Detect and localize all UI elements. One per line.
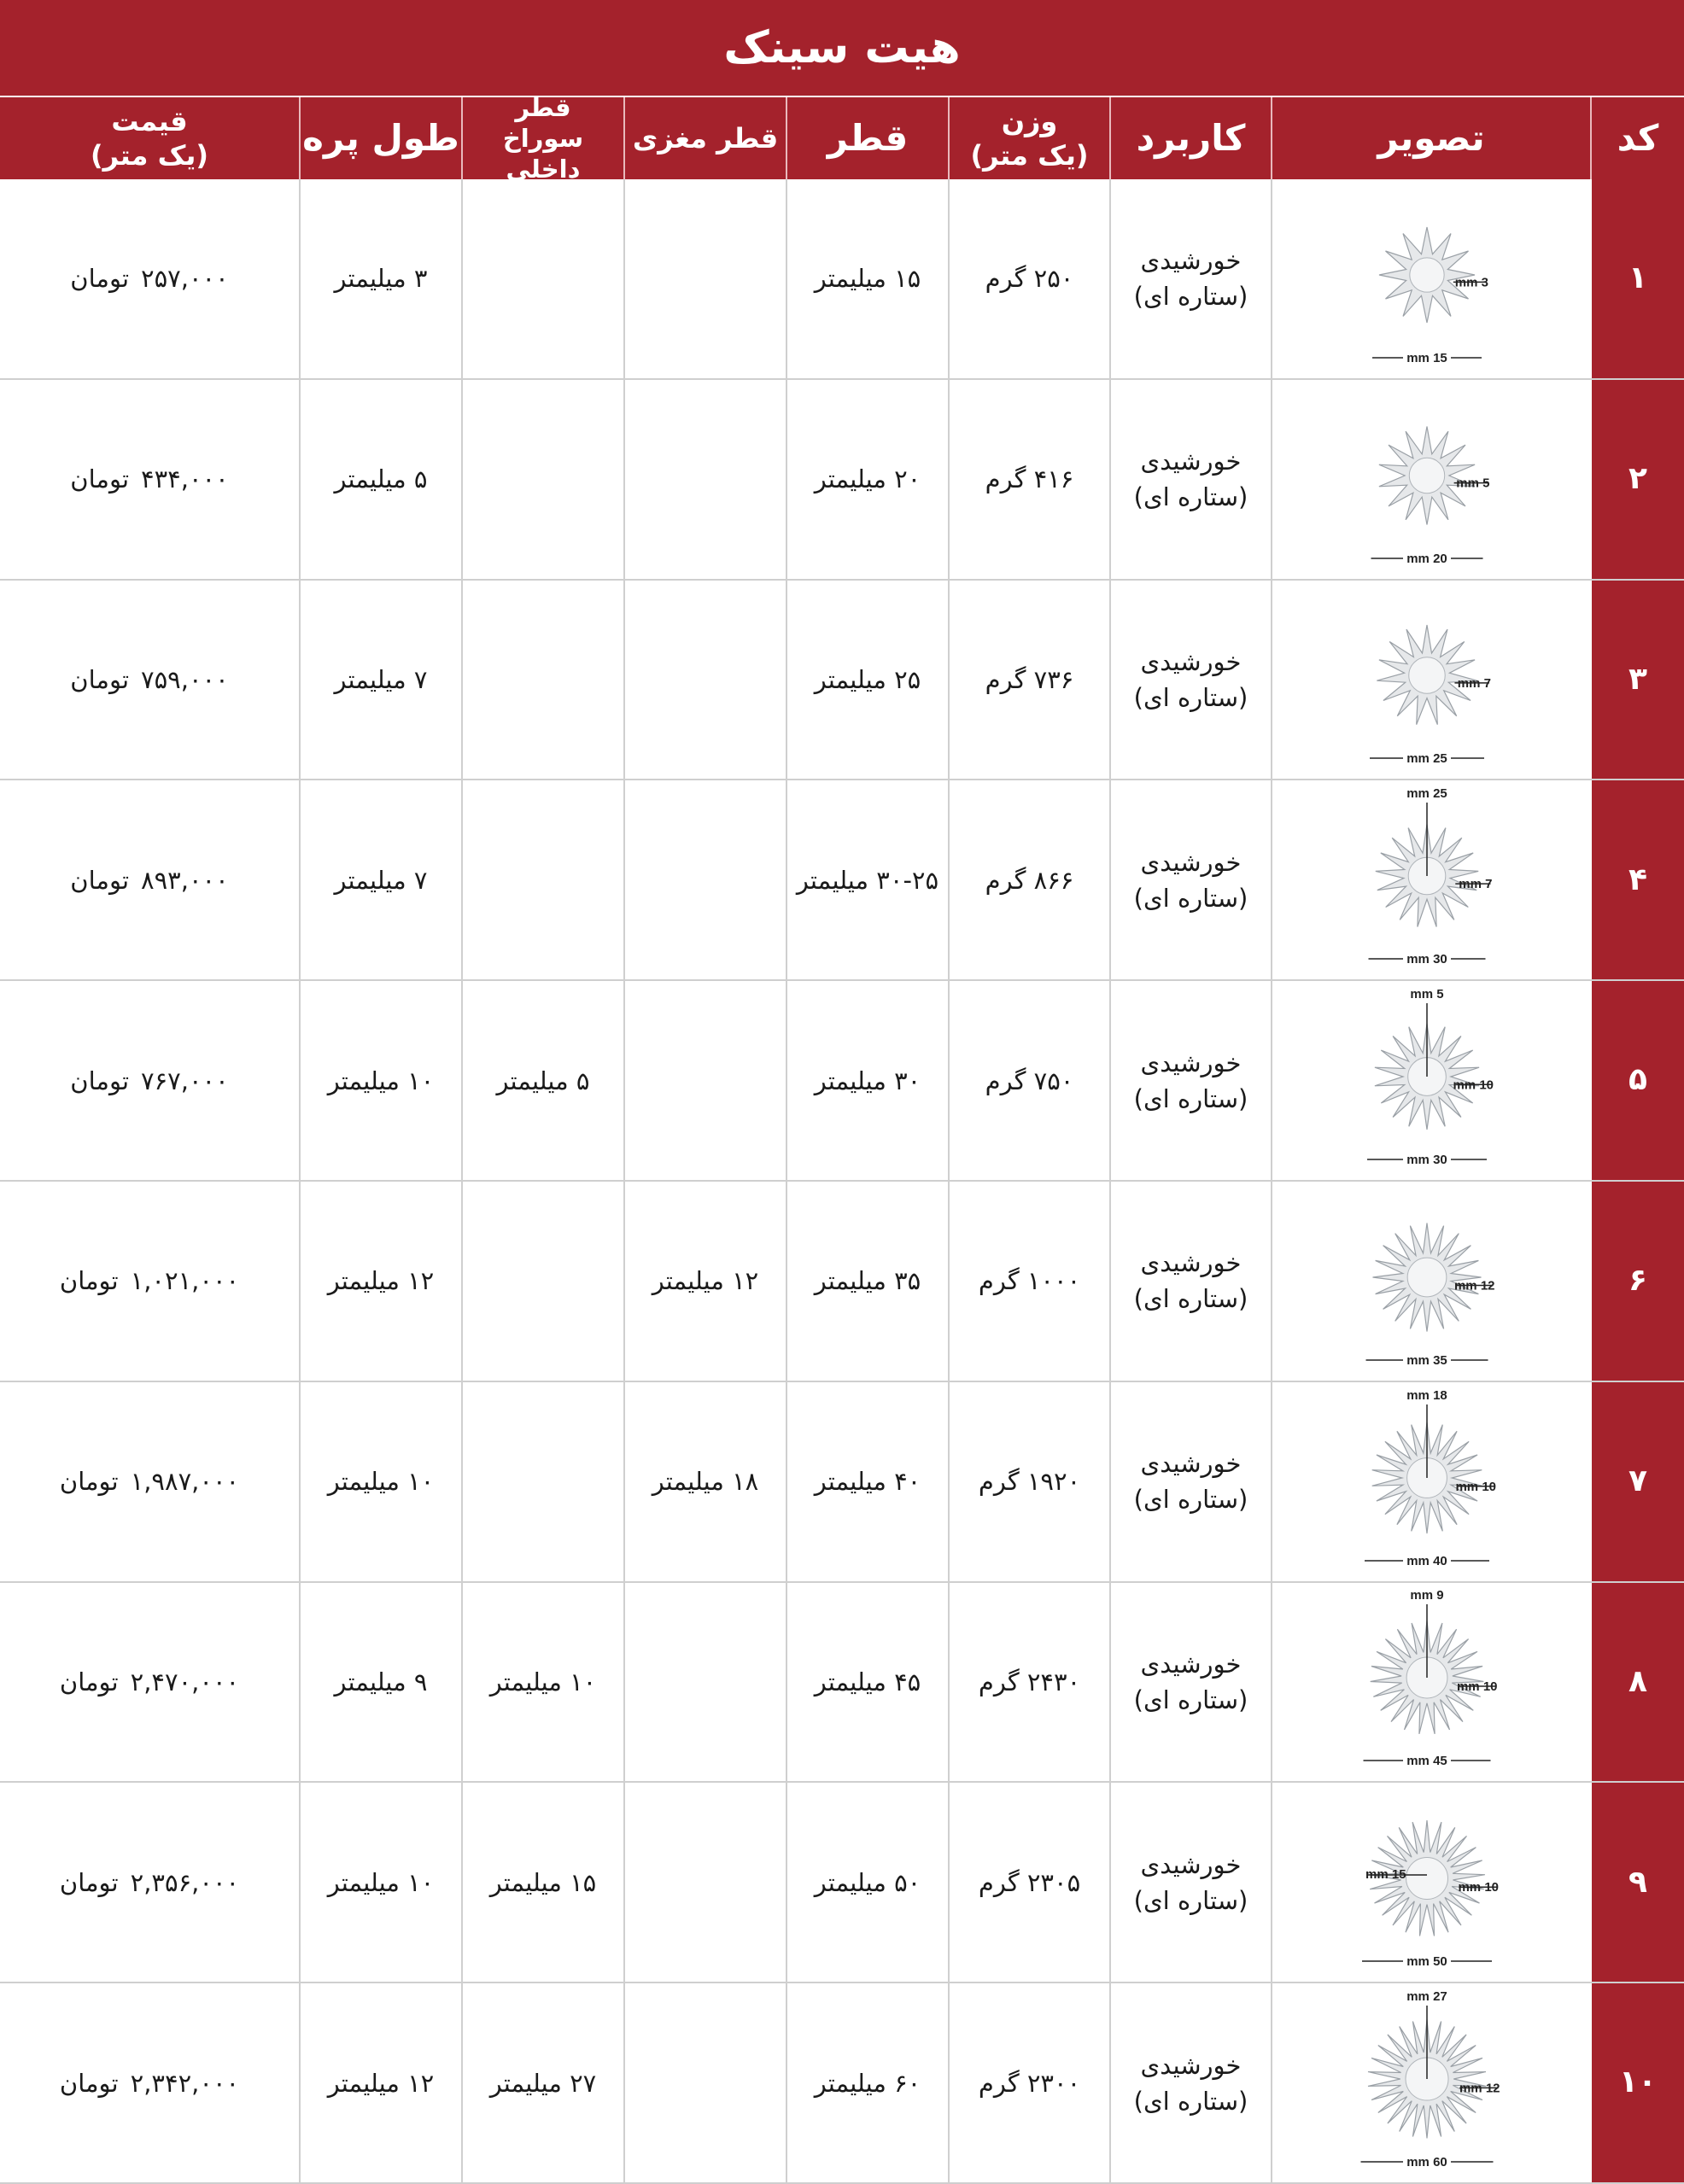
- row-use-type: خورشیدی: [1140, 246, 1242, 276]
- heatsink-core: [1410, 258, 1444, 292]
- width-dim-label: 15 mm: [1406, 350, 1447, 365]
- row-diameter: ۵۰ میلیمتر: [786, 1783, 948, 1982]
- row-weight: ۲۵۰ گرم: [948, 179, 1109, 378]
- header-use: کاربرد: [1109, 97, 1271, 179]
- row-diameter: ۳۰-۲۵ میلیمتر: [786, 780, 948, 979]
- width-dim-label: 45 mm: [1406, 1754, 1447, 1769]
- top-dim-label: 25 mm: [1406, 786, 1447, 802]
- heatsink-star-icon: [1303, 1987, 1559, 2179]
- top-dim-label: 9 mm: [1410, 1588, 1444, 1603]
- heatsink-profile-image: [1271, 179, 1590, 378]
- fin-dim-label: 10 mm: [1458, 1880, 1499, 1895]
- table-row: [0, 1583, 1684, 1784]
- row-hole: ۵ میلیمتر: [461, 981, 623, 1180]
- row-core: [623, 1983, 786, 2182]
- header-price-line2: (یک متر): [91, 139, 208, 172]
- row-price: [0, 380, 299, 579]
- row-use-shape: (ستاره ای): [1133, 1083, 1248, 1113]
- row-price-currency: تومان: [70, 464, 130, 494]
- row-core: [623, 1583, 786, 1782]
- row-price: [0, 1382, 299, 1581]
- row-fin-length: ۱۰ میلیمتر: [299, 1783, 461, 1982]
- row-use-type: خورشیدی: [1140, 1649, 1242, 1679]
- row-use-type: خورشیدی: [1140, 1449, 1242, 1479]
- heatsink-profile-image: [1271, 581, 1590, 780]
- fin-dim-label: 10 mm: [1455, 1479, 1496, 1494]
- row-weight: ۱۰۰۰ گرم: [948, 1182, 1109, 1381]
- heatsink-star-icon: [1303, 1585, 1559, 1778]
- page-title: هیت سینک: [0, 0, 1684, 96]
- header-core: قطر مغزی: [623, 97, 786, 179]
- row-core: [623, 1783, 786, 1982]
- row-diameter: ۳۰ میلیمتر: [786, 981, 948, 1180]
- row-use: [1109, 981, 1271, 1180]
- row-price-currency: تومان: [59, 1867, 119, 1897]
- row-price-value: ۸۹۳,۰۰۰: [141, 865, 229, 895]
- row-use-shape: (ستاره ای): [1133, 482, 1248, 512]
- row-core: [623, 380, 786, 579]
- row-price-value: ۷۵۹,۰۰۰: [141, 664, 229, 694]
- top-dim-label: 27 mm: [1406, 1989, 1447, 2005]
- heatsink-star-icon: [1303, 1185, 1559, 1377]
- table-row: [0, 1182, 1684, 1382]
- heatsink-core: [1409, 458, 1444, 493]
- row-weight: ۱۹۲۰ گرم: [948, 1382, 1109, 1581]
- heatsink-star-icon: [1303, 1386, 1559, 1578]
- row-weight: ۷۳۶ گرم: [948, 581, 1109, 780]
- table-row: [0, 1783, 1684, 1983]
- heatsink-star-icon: [1303, 183, 1559, 375]
- row-price-currency: تومان: [59, 1266, 119, 1296]
- row-use-shape: (ستاره ای): [1133, 1885, 1248, 1915]
- row-hole: ۲۷ میلیمتر: [461, 1983, 623, 2182]
- row-use-shape: (ستاره ای): [1133, 682, 1248, 712]
- row-weight: ۲۳۰۰ گرم: [948, 1983, 1109, 2182]
- width-dim-label: 40 mm: [1406, 1553, 1447, 1568]
- fin-dim-label: 12 mm: [1453, 1278, 1495, 1293]
- heatsink-profile-image: [1271, 1182, 1590, 1381]
- heatsink-star-icon: [1303, 784, 1559, 976]
- heatsink-core: [1409, 657, 1445, 693]
- row-fin-length: ۷ میلیمتر: [299, 780, 461, 979]
- row-use-type: خورشیدی: [1140, 2050, 1242, 2080]
- row-fin-length: ۱۲ میلیمتر: [299, 1182, 461, 1381]
- row-price: [0, 1583, 299, 1782]
- row-use: [1109, 1182, 1271, 1381]
- row-price-currency: تومان: [59, 1467, 119, 1497]
- row-use: [1109, 1783, 1271, 1982]
- heatsink-profile-image: [1271, 380, 1590, 579]
- row-use-shape: (ستاره ای): [1133, 1284, 1248, 1314]
- header-weight: [948, 97, 1109, 179]
- row-hole: [461, 780, 623, 979]
- row-fin-length: ۳ میلیمتر: [299, 179, 461, 378]
- row-use-type: خورشیدی: [1140, 847, 1242, 877]
- heatsink-profile-image: [1271, 981, 1590, 1180]
- row-weight: ۸۶۶ گرم: [948, 780, 1109, 979]
- row-price: [0, 780, 299, 979]
- width-dim-label: 30 mm: [1406, 952, 1447, 967]
- table-row: [0, 179, 1684, 380]
- row-hole: [461, 179, 623, 378]
- heatsink-star-icon: [1303, 383, 1559, 575]
- row-diameter: ۱۵ میلیمتر: [786, 179, 948, 378]
- row-price-currency: تومان: [70, 264, 130, 294]
- row-price-currency: تومان: [70, 1066, 130, 1095]
- row-price-currency: تومان: [59, 1667, 119, 1696]
- table-body: [0, 179, 1684, 2184]
- row-code: ۶: [1590, 1182, 1684, 1381]
- table-row: [0, 581, 1684, 781]
- heatsink-profile-image: [1271, 1382, 1590, 1581]
- row-price-value: ۲,۳۴۲,۰۰۰: [130, 2068, 240, 2098]
- row-hole: ۱۰ میلیمتر: [461, 1583, 623, 1782]
- row-price: [0, 581, 299, 780]
- row-use-type: خورشیدی: [1140, 1849, 1242, 1879]
- row-code: ۴: [1590, 780, 1684, 979]
- top-dim-label: 18 mm: [1406, 1387, 1447, 1403]
- row-price-currency: تومان: [70, 664, 130, 694]
- row-diameter: ۳۵ میلیمتر: [786, 1182, 948, 1381]
- row-price-currency: تومان: [59, 2068, 119, 2098]
- header-image: تصویر: [1271, 97, 1590, 179]
- row-price-value: ۱,۹۸۷,۰۰۰: [130, 1467, 240, 1497]
- row-use: [1109, 179, 1271, 378]
- header-hole-line2: سوراخ داخلی: [502, 123, 584, 184]
- row-use-shape: (ستاره ای): [1133, 2086, 1248, 2116]
- row-use-shape: (ستاره ای): [1133, 282, 1248, 312]
- width-dim-label: 30 mm: [1406, 1153, 1447, 1168]
- row-core: ۱۲ میلیمتر: [623, 1182, 786, 1381]
- table-row: [0, 1983, 1684, 2184]
- row-price-value: ۲,۴۷۰,۰۰۰: [130, 1667, 240, 1696]
- header-diameter: قطر: [786, 97, 948, 179]
- row-price: [0, 179, 299, 378]
- row-core: [623, 981, 786, 1180]
- heatsink-core: [1407, 1258, 1447, 1297]
- row-hole: [461, 1182, 623, 1381]
- row-use: [1109, 780, 1271, 979]
- header-fin-length: طول پره: [299, 97, 461, 179]
- row-fin-length: ۷ میلیمتر: [299, 581, 461, 780]
- row-diameter: ۶۰ میلیمتر: [786, 1983, 948, 2182]
- row-code: ۲: [1590, 380, 1684, 579]
- heatsink-profile-image: [1271, 1783, 1590, 1982]
- row-diameter: ۲۰ میلیمتر: [786, 380, 948, 579]
- row-price-currency: تومان: [70, 865, 130, 895]
- row-use: [1109, 1583, 1271, 1782]
- row-fin-length: ۱۰ میلیمتر: [299, 1382, 461, 1581]
- row-price: [0, 1783, 299, 1982]
- row-use-shape: (ستاره ای): [1133, 1485, 1248, 1515]
- heatsink-core: [1406, 1858, 1448, 1900]
- row-fin-length: ۹ میلیمتر: [299, 1583, 461, 1782]
- table-row: [0, 1382, 1684, 1583]
- row-use-shape: (ستاره ای): [1133, 1685, 1248, 1714]
- header-hole: [461, 92, 623, 184]
- heatsink-profile-image: [1271, 1583, 1590, 1782]
- left-dim-label: 15 mm: [1365, 1867, 1406, 1883]
- width-dim-label: 60 mm: [1406, 2155, 1447, 2170]
- row-diameter: ۴۵ میلیمتر: [786, 1583, 948, 1782]
- header-weight-line2: (یک متر): [970, 139, 1089, 172]
- row-code: ۹: [1590, 1783, 1684, 1982]
- heatsink-profile-image: [1271, 1983, 1590, 2182]
- header-code: کد: [1590, 97, 1684, 179]
- row-hole: [461, 1382, 623, 1581]
- row-use: [1109, 1983, 1271, 2182]
- row-price-value: ۴۳۴,۰۰۰: [141, 464, 229, 494]
- row-use: [1109, 581, 1271, 780]
- fin-dim-label: 10 mm: [1456, 1679, 1498, 1695]
- row-weight: ۲۳۰۵ گرم: [948, 1783, 1109, 1982]
- heatsink-star-icon: [1303, 1786, 1559, 1978]
- row-hole: [461, 380, 623, 579]
- width-dim-label: 20 mm: [1406, 551, 1447, 566]
- table-row: [0, 380, 1684, 581]
- heatsink-star-icon: [1303, 583, 1559, 775]
- row-use: [1109, 380, 1271, 579]
- row-diameter: ۴۰ میلیمتر: [786, 1382, 948, 1581]
- row-weight: ۷۵۰ گرم: [948, 981, 1109, 1180]
- row-use-type: خورشیدی: [1140, 1048, 1242, 1077]
- row-price: [0, 1983, 299, 2182]
- row-code: ۱: [1590, 179, 1684, 378]
- row-weight: ۲۴۳۰ گرم: [948, 1583, 1109, 1782]
- width-dim-label: 25 mm: [1406, 751, 1447, 767]
- fin-dim-label: 7 mm: [1457, 676, 1491, 692]
- row-fin-length: ۱۲ میلیمتر: [299, 1983, 461, 2182]
- row-core: [623, 179, 786, 378]
- row-price-value: ۲۵۷,۰۰۰: [141, 264, 229, 294]
- heatsink-star-icon: [1303, 984, 1559, 1177]
- row-price: [0, 981, 299, 1180]
- width-dim-label: 35 mm: [1406, 1352, 1447, 1368]
- fin-dim-label: 5 mm: [1456, 476, 1490, 491]
- fin-dim-label: 12 mm: [1459, 2081, 1500, 2096]
- header-hole-line1: قطر: [515, 92, 571, 122]
- row-core: [623, 581, 786, 780]
- row-core: ۱۸ میلیمتر: [623, 1382, 786, 1581]
- row-use: [1109, 1382, 1271, 1581]
- row-use-type: خورشیدی: [1140, 447, 1242, 476]
- header-weight-line1: وزن: [1001, 105, 1058, 137]
- top-dim-label: 5 mm: [1410, 987, 1444, 1002]
- row-price-value: ۱,۰۲۱,۰۰۰: [130, 1266, 240, 1296]
- row-hole: [461, 581, 623, 780]
- row-weight: ۴۱۶ گرم: [948, 380, 1109, 579]
- row-price: [0, 1182, 299, 1381]
- row-use-shape: (ستاره ای): [1133, 883, 1248, 913]
- row-fin-length: ۱۰ میلیمتر: [299, 981, 461, 1180]
- row-code: ۳: [1590, 581, 1684, 780]
- row-code: ۷: [1590, 1382, 1684, 1581]
- fin-dim-label: 3 mm: [1454, 275, 1488, 290]
- row-hole: ۱۵ میلیمتر: [461, 1783, 623, 1982]
- row-price-value: ۷۶۷,۰۰۰: [141, 1066, 229, 1095]
- table-row: [0, 780, 1684, 981]
- row-price-value: ۲,۳۵۶,۰۰۰: [130, 1867, 240, 1897]
- header-price-line1: قیمت: [111, 105, 188, 137]
- table-row: [0, 981, 1684, 1182]
- header-price: [0, 97, 299, 179]
- row-diameter: ۲۵ میلیمتر: [786, 581, 948, 780]
- row-code: ۱۰: [1590, 1983, 1684, 2182]
- width-dim-label: 50 mm: [1406, 1954, 1447, 1970]
- table-header: [0, 92, 1684, 184]
- row-use-type: خورشیدی: [1140, 646, 1242, 676]
- row-code: ۸: [1590, 1583, 1684, 1782]
- row-fin-length: ۵ میلیمتر: [299, 380, 461, 579]
- fin-dim-label: 10 mm: [1453, 1077, 1494, 1093]
- row-core: [623, 780, 786, 979]
- row-code: ۵: [1590, 981, 1684, 1180]
- row-use-type: خورشیدی: [1140, 1248, 1242, 1278]
- fin-dim-label: 7 mm: [1459, 877, 1493, 892]
- heatsink-profile-image: [1271, 780, 1590, 979]
